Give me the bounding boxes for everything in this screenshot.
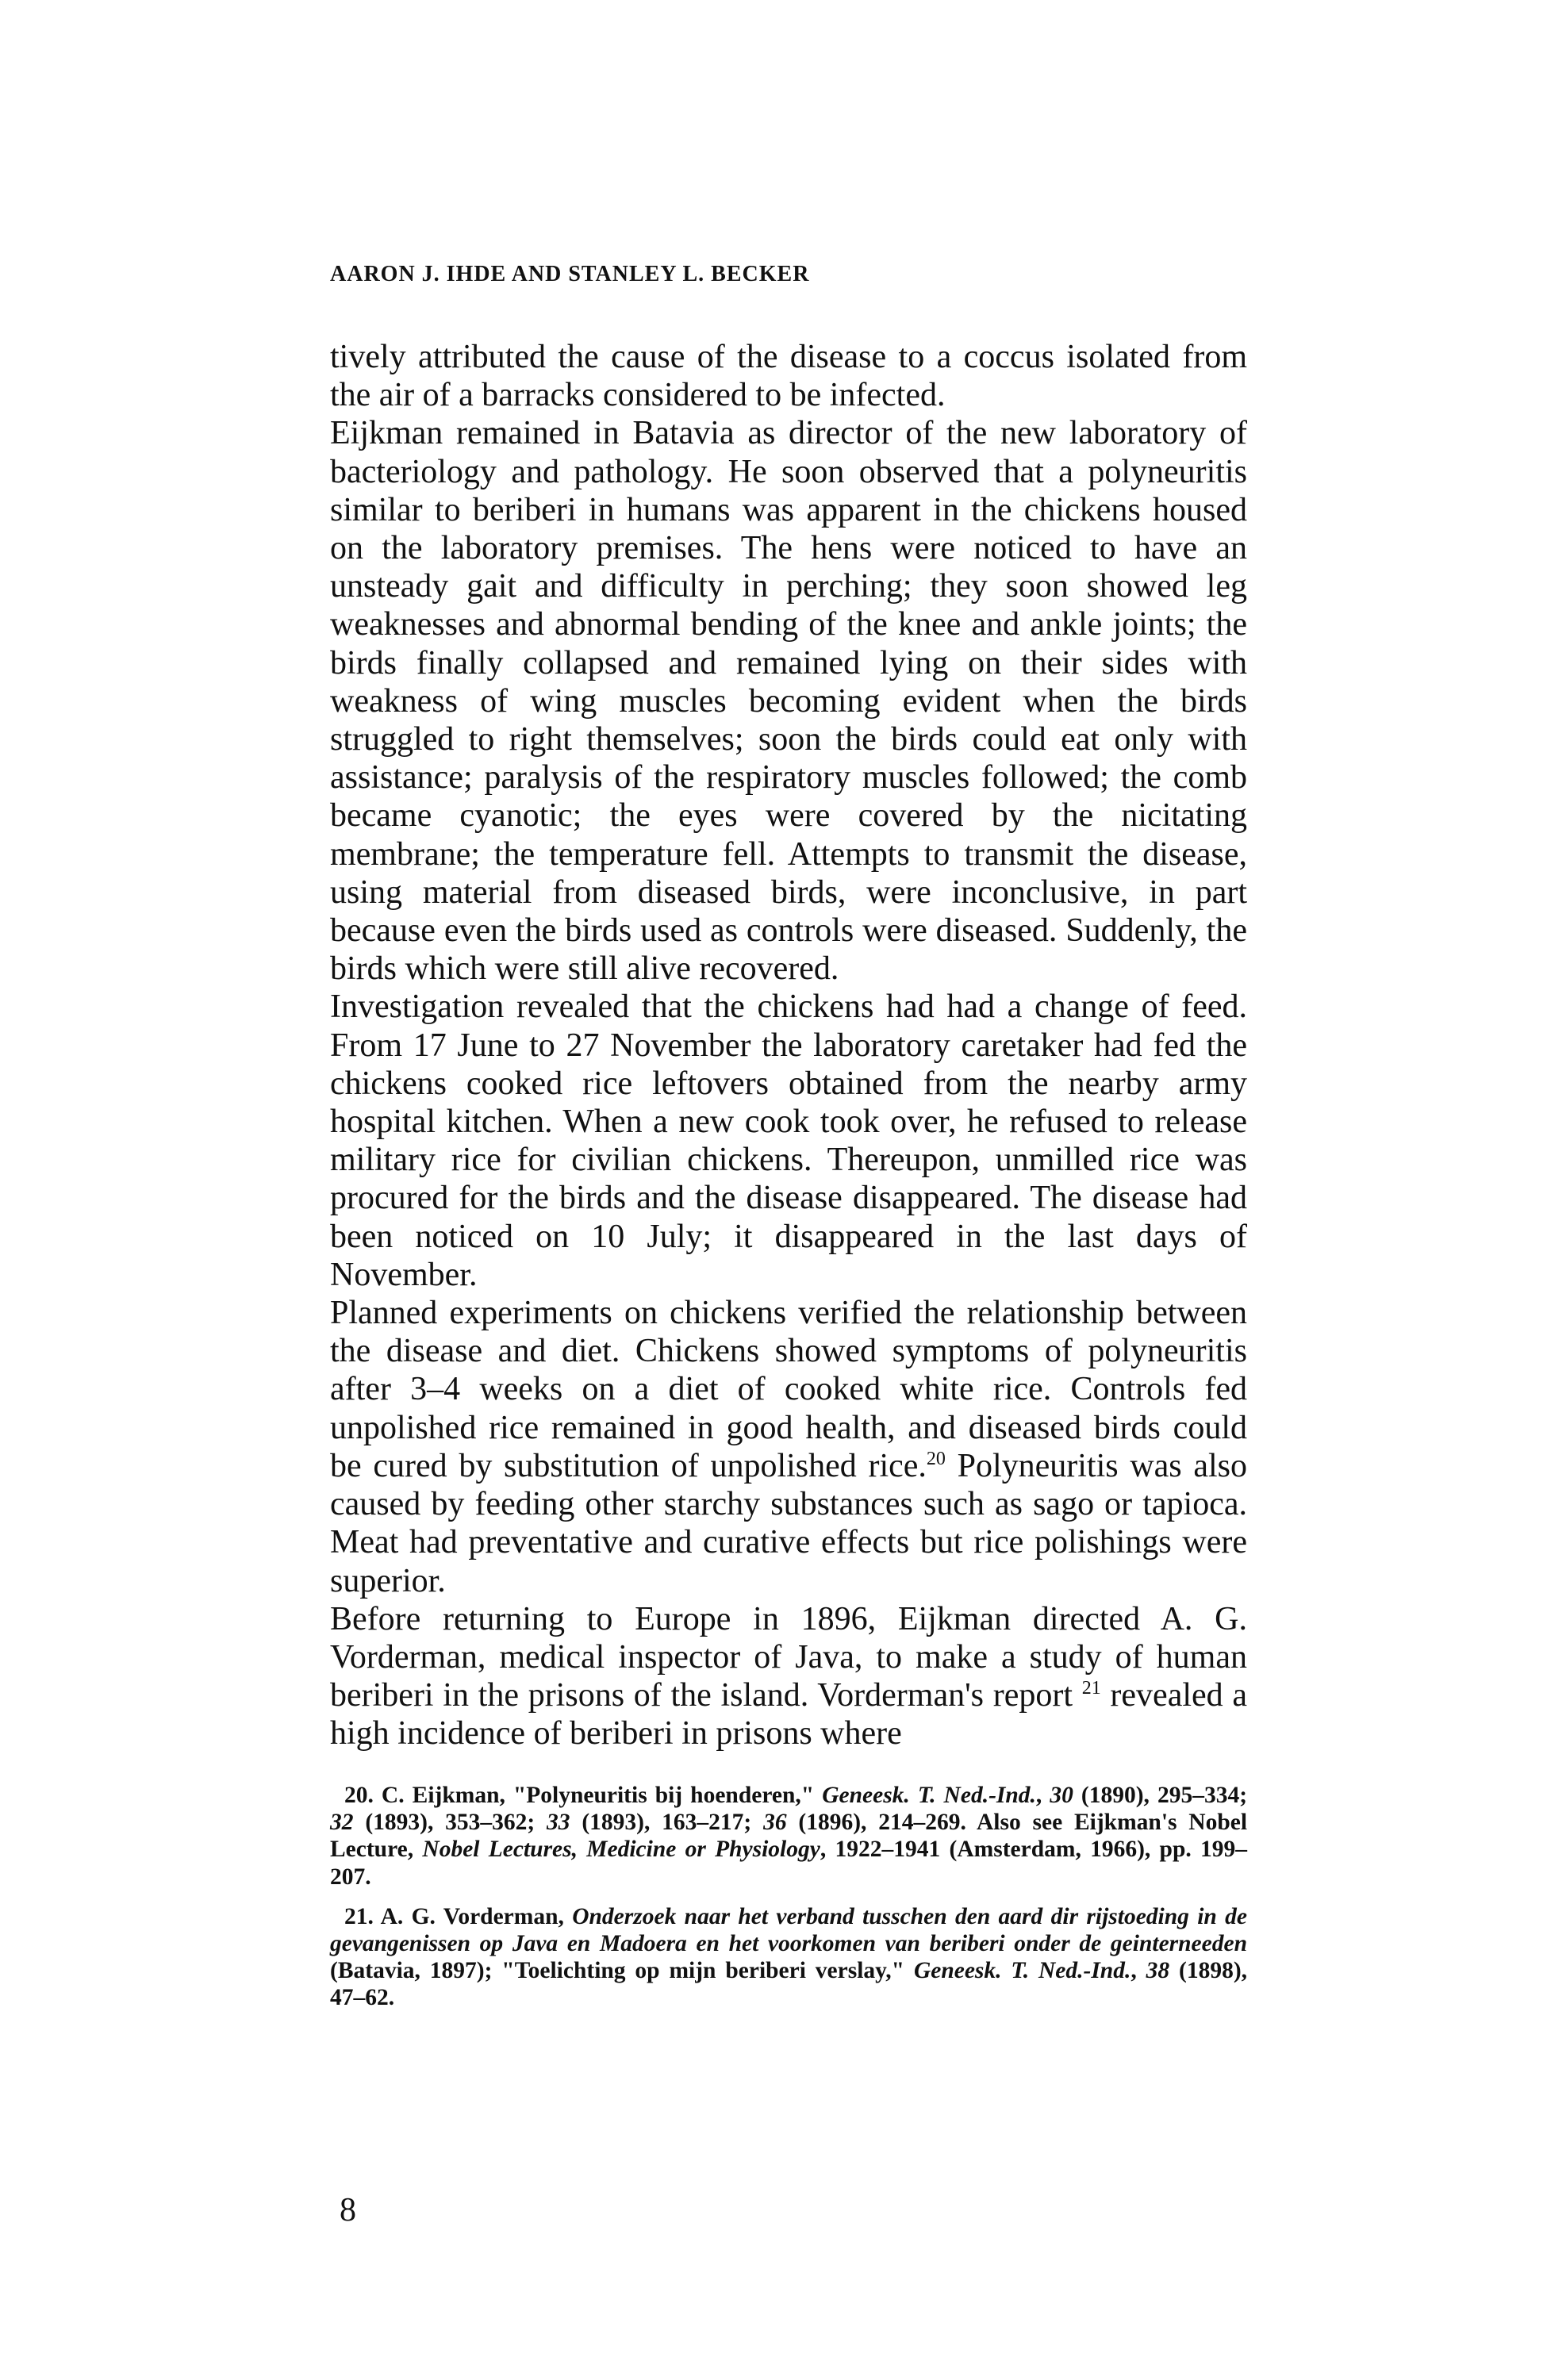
volume: 33 [547,1810,570,1836]
volume: 36 [763,1810,787,1836]
volume: 38 [1146,1958,1170,1984]
footnote-text: (1893), 163–217; [582,1810,752,1836]
paragraph-text: Before returning to Europe in 1896, Eijkman directed A. G. Vorderman, medical inspector of Java, to make a study of human beriberi in the prisons of the island. Vorderman's report [330,1600,1247,1714]
footnote-text: , 1922–1941 (Amsterdam, 1966), pp. 199–207. [330,1837,1248,1890]
footnote-text: C. Eijkman, "Polyneuritis bij hoenderen," [381,1783,815,1808]
footnote-text: (Batavia, 1897); "Toelichting op mijn beriberi verslay," [330,1958,905,1984]
paragraph-continuation: tively attributed the cause of the disease to a coccus isolated from the air of a barracks considered to be infected. [330,339,1247,414]
footnote-number: 21. [344,1903,374,1929]
paragraph-text: Polyneuritis was also caused by feeding other starchy substances such as sago or tapioca. Meat had preventative and curative effects but rice polishings were superior. [330,1447,1247,1599]
paragraph-vorderman [330,1600,1247,1753]
body-text [330,338,1247,1753]
footnote-text: , [1035,1783,1042,1808]
running-head: AARON J. IHDE AND STANLEY L. BECKER [330,262,810,286]
footnote-text: (1893), 353–362; [365,1810,536,1836]
footnote-text: , [1130,1958,1137,1984]
paragraph-investigation: Investigation revealed that the chickens had had a change of feed. From 17 June to 27 November the laboratory caretaker had fed the chickens cooked rice leftovers obtained from the nearby army hospital kitchen. When a new cook took over, he refused to release military rice for civilian chickens. Thereupon, unmilled rice was procured for the birds and the disease disappeared. The disease had been noticed on 10 July; it disappeared in the last days of November. [330,988,1247,1293]
paragraph-eijkman-batavia: Eijkman remained in Batavia as director of the new laboratory of bacteriology and pathology. He soon observed that a polyneuritis similar to beriberi in humans was apparent in the chickens housed on the laboratory premises. The hens were noticed to have an unsteady gait and difficulty in perching; they soon showed leg weaknesses and abnormal bending of the knee and ankle joints; the birds finally collapsed and remained lying on their sides with weakness of wing muscles becoming evident when the birds struggled to right themselves; soon the birds could eat only with assistance; paralysis of the respiratory muscles followed; the comb became cyanotic; the eyes were covered by the nicitating membrane; the temperature fell. Attempts to transmit the disease, using material from diseased birds, were inconclusive, in part because even the birds used as controls were diseased. Suddenly, the birds which were still alive recovered. [330,415,1247,988]
book-title: Nobel Lectures, Medicine or Physiology [422,1837,820,1863]
footnote-ref-21: 21 [1081,1678,1101,1699]
paragraph-text: revealed a high incidence of beriberi in prisons where [330,1677,1247,1752]
footnote-text: (1896), 214–269. Also see Eijkman's Nobel Lecture, [330,1810,1248,1863]
paragraph-text: Planned experiments on chickens verified the relationship between the disease and diet. Chickens showed symptoms of polyneuritis after 3–4 weeks on a diet of cooked white rice. Controls fed unpolished rice remained in good health, and diseased birds could be cured by substitution of unpolished rice. [330,1295,1247,1484]
volume: 30 [1050,1783,1073,1808]
footnote-21 [330,1903,1247,2012]
page-number: 8 [340,2192,356,2228]
footnote-text: (1890), 295–334; [1081,1783,1248,1808]
footnote-number: 20. [344,1783,374,1808]
journal-title: Geneesk. T. Ned.-Ind. [822,1783,1036,1808]
footnote-text: (1898), 47–62. [330,1958,1248,2011]
footnotes [330,1782,1247,2025]
work-title: Onderzoek naar het verband tusschen den aard dir rijstoeding in de gevangenissen op Java en Madoera en het voorkomen van beriberi onder de geinterneeden [330,1903,1248,1957]
footnote-text: A. G. Vorderman, [380,1903,564,1929]
footnote-20 [330,1782,1247,1891]
journal-title: Geneesk. T. Ned.-Ind. [913,1958,1131,1984]
paragraph-planned-experiments [330,1294,1247,1600]
volume: 32 [330,1810,354,1836]
footnote-ref-20: 20 [926,1448,946,1469]
